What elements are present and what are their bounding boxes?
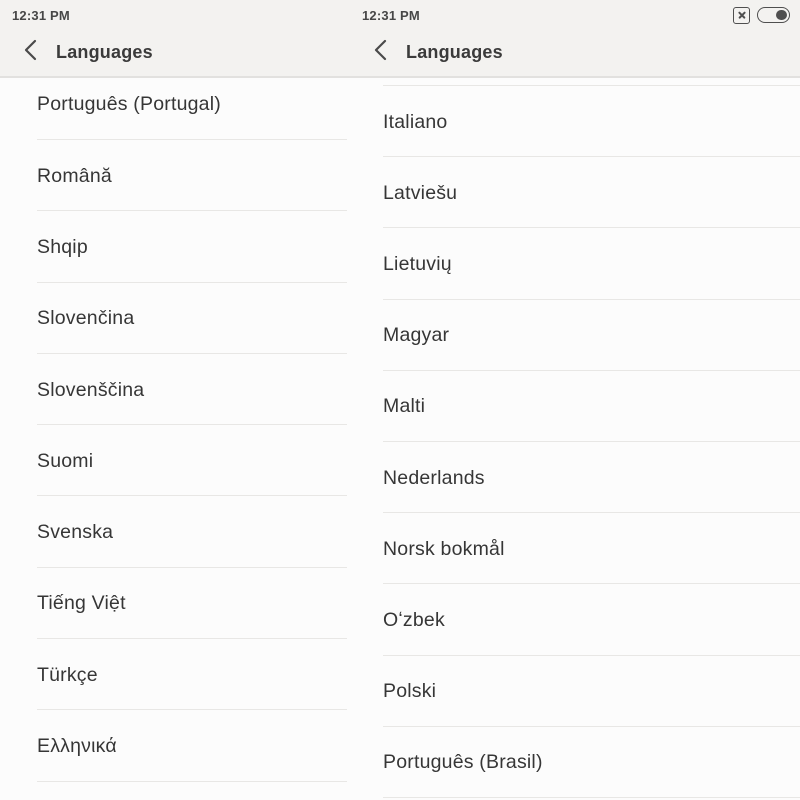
language-item[interactable] [350, 513, 800, 584]
language-item-label: Oʻzbek [383, 608, 445, 631]
status-time: 12:31 PM [12, 7, 70, 23]
language-item-label: Nederlands [383, 466, 485, 489]
language-item[interactable] [0, 283, 350, 354]
nav-bar-left [0, 28, 350, 78]
language-item[interactable] [350, 727, 800, 798]
language-item-label: Slovenščina [37, 378, 145, 401]
back-button[interactable] [370, 40, 390, 64]
language-item-label: Tiếng Việt [37, 592, 126, 615]
language-item-label: Magyar [383, 324, 450, 347]
phone-screen-left [0, 0, 350, 800]
language-item[interactable] [350, 442, 800, 513]
language-item-label: Italiano [383, 110, 448, 133]
language-item[interactable] [350, 157, 800, 228]
phone-screen-right [350, 0, 800, 800]
language-list-right [350, 78, 800, 800]
language-item[interactable] [0, 639, 350, 710]
language-item[interactable] [350, 86, 800, 157]
language-item[interactable] [350, 228, 800, 299]
language-item[interactable] [0, 354, 350, 425]
no-sim-icon [733, 7, 750, 24]
language-item[interactable] [0, 710, 350, 781]
language-item[interactable] [0, 568, 350, 639]
language-item-label: Türkçe [37, 663, 98, 686]
status-icons [733, 5, 790, 24]
language-item[interactable] [0, 496, 350, 567]
language-item-label: Svenska [37, 521, 114, 544]
language-item-label: Suomi [37, 449, 94, 472]
language-item-label: Português (Portugal) [37, 93, 221, 115]
page-title: Languages [406, 41, 503, 62]
back-button[interactable] [20, 40, 40, 64]
language-list-left [0, 78, 350, 800]
page-title: Languages [56, 41, 153, 62]
language-item-label: Shqip [37, 235, 88, 258]
language-item-label: Português (Brasil) [383, 751, 543, 774]
battery-level [776, 10, 787, 20]
language-item-label: Polski [383, 680, 437, 703]
language-item[interactable] [0, 140, 350, 211]
chevron-left-icon [24, 39, 37, 66]
language-item-label: Română [37, 164, 112, 187]
language-item-label: Slovenčina [37, 307, 135, 330]
status-time: 12:31 PM [362, 7, 420, 23]
language-item-label: Latviešu [383, 181, 458, 204]
language-item[interactable] [350, 656, 800, 727]
language-item-label: Malti [383, 395, 426, 418]
language-item[interactable] [350, 300, 800, 371]
language-item[interactable] [350, 371, 800, 442]
status-bar-left [0, 0, 350, 28]
battery-icon [757, 7, 790, 23]
chevron-left-icon [374, 39, 387, 66]
language-item[interactable] [350, 584, 800, 655]
language-item[interactable] [0, 78, 350, 140]
language-item-label: Lietuvių [383, 252, 452, 275]
language-item[interactable] [0, 211, 350, 282]
language-item-label: Norsk bokmål [383, 537, 505, 560]
nav-bar-right [350, 28, 800, 78]
language-item-label: Ελληνικά [37, 735, 117, 758]
list-top-divider [350, 78, 800, 86]
status-bar-right [350, 0, 800, 28]
language-item[interactable] [0, 425, 350, 496]
